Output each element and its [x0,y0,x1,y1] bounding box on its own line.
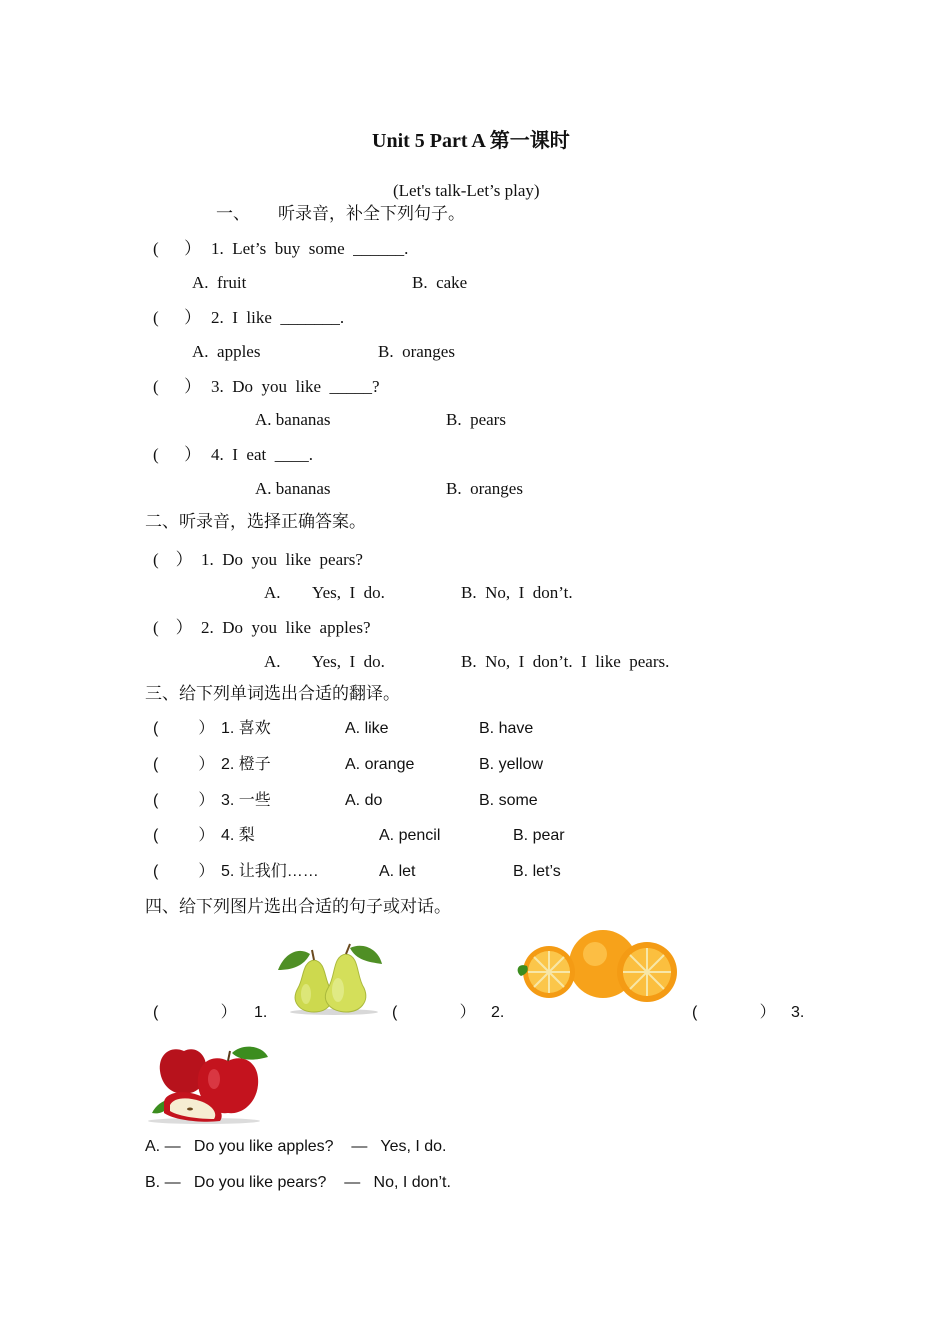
question-stem: 2. Do you like apples? [201,618,371,637]
option-b: B. pears [446,410,506,429]
section4-heading: 四、给下列图片选出合适的句子或对话。 [145,897,451,917]
option-a: A. bananas [255,479,331,498]
option-b: B. No, I don’t. [461,583,573,602]
option-b-dialogue: B. — Do you like pears? — No, I don’t. [145,1174,451,1191]
option-b: B. yellow [479,756,544,773]
option-b: B. oranges [446,479,523,498]
question-number: 1. [254,1004,268,1021]
option-b: B. No, I don’t. I like pears. [461,652,670,671]
option-b: B. have [479,720,534,737]
answer-blank[interactable]: ( ） [153,239,202,258]
question-stem: 3. Do you like _____? [211,377,380,396]
option-b: B. cake [412,273,468,292]
option-a: A. orange [345,756,415,773]
oranges-image [515,926,683,1002]
question-stem: 1. Let’s buy some ______. [211,239,409,258]
page-subtitle: (Let's talk-Let’s play) [393,181,540,200]
option-a: A. like [345,720,389,737]
option-b: B. some [479,792,538,809]
option-a: Yes, I do. [312,652,385,671]
answer-blank[interactable]: ( ） [392,1004,476,1021]
answer-blank[interactable]: ( ） [153,308,202,327]
option-b: B. let’s [513,863,561,880]
answer-blank[interactable]: ( ） [153,618,193,637]
section3-heading: 三、给下列单词选出合适的翻译。 [145,684,400,704]
answer-blank[interactable]: ( ） [153,1004,237,1021]
answer-blank[interactable]: ( ） [153,720,215,737]
section1-heading-number: 一、 [216,204,250,224]
section1-heading: 听录音，补全下列句子。 [278,204,465,224]
option-a: A. fruit [192,273,247,292]
answer-blank[interactable]: ( ） [153,827,215,844]
option-a-label: A. [264,583,281,602]
option-a-label: A. [264,652,281,671]
page-title: Unit 5 Part A 第一课时 [372,130,570,152]
answer-blank[interactable]: ( ） [692,1004,776,1021]
question-stem: 3. 一些 [221,792,271,809]
question-stem: 2. I like _______. [211,308,345,327]
answer-blank[interactable]: ( ） [153,550,193,569]
option-a: A. do [345,792,383,809]
option-a: Yes, I do. [312,583,385,602]
option-a: A. pencil [379,827,441,844]
pears-image [274,940,386,1016]
answer-blank[interactable]: ( ） [153,756,215,773]
answer-blank[interactable]: ( ） [153,377,202,396]
option-a-dialogue: A. — Do you like apples? — Yes, I do. [145,1138,447,1155]
section2-heading: 二、听录音，选择正确答案。 [145,512,366,532]
question-stem: 1. 喜欢 [221,720,271,737]
option-a: A. let [379,863,416,880]
answer-blank[interactable]: ( ） [153,792,215,809]
option-b: B. pear [513,827,565,844]
answer-blank[interactable]: ( ） [153,863,215,880]
question-stem: 1. Do you like pears? [201,550,363,569]
question-stem: 5. 让我们…… [221,863,319,880]
apples-image [142,1043,272,1125]
question-number: 3. [791,1004,805,1021]
option-a: A. apples [192,342,261,361]
question-number: 2. [491,1004,505,1021]
option-a: A. bananas [255,410,331,429]
question-stem: 4. 梨 [221,827,255,844]
option-b: B. oranges [378,342,455,361]
question-stem: 4. I eat ____. [211,445,313,464]
answer-blank[interactable]: ( ） [153,445,202,464]
question-stem: 2. 橙子 [221,756,271,773]
